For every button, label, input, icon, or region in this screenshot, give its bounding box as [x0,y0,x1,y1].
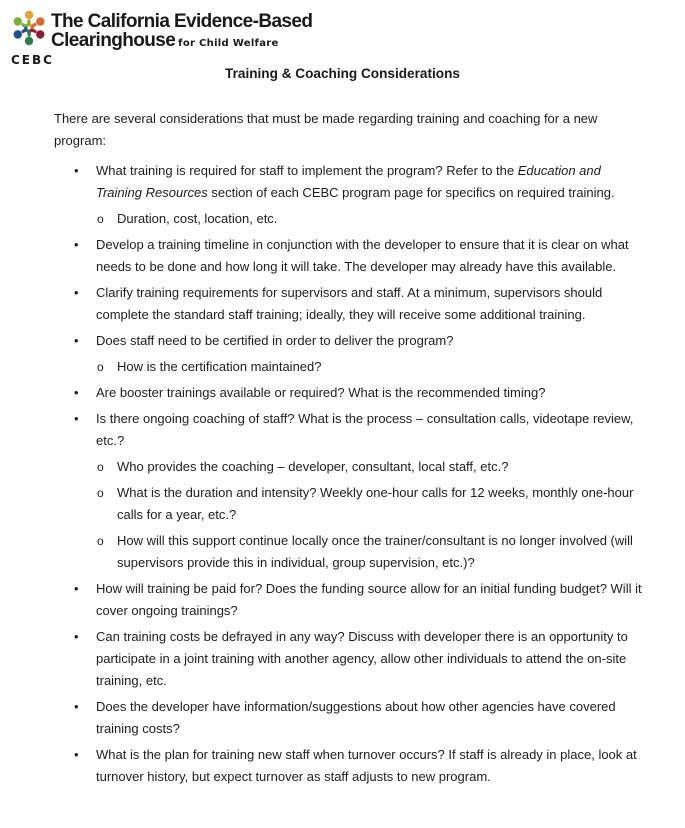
list-item [54,696,642,740]
org-name-line1: The California Evidence-Based [51,11,313,32]
sub-list-item-text: What is the duration and intensity? Weekly one-hour calls for 12 weeks, monthly one-hour calls for a year, etc.? [117,485,634,522]
list-item-text: Does staff need to be certified in order to deliver the program? [96,333,454,348]
list-item [54,282,642,326]
org-name-clearinghouse: Clearinghouse [51,30,176,51]
header [8,8,313,67]
list-item-text: Is there ongoing coaching of staff? What is the process – consultation calls, videotape review, etc.? [96,411,634,448]
bullet-icon: • [74,581,79,596]
logo-figure-head [25,11,33,19]
org-name-line2 [51,30,279,52]
list-item [54,578,642,622]
list-item [54,234,642,278]
sub-list-item [96,530,642,574]
sub-bullet-icon: o [97,534,104,548]
list-item [54,626,642,692]
sub-list-item-text: How is the certification maintained? [117,359,322,374]
bullet-icon: • [74,629,79,644]
sub-list-item-text: How will this support continue locally once the trainer/consultant is no longer involved (will supervisors provide this in individual, group supervision, etc.)? [117,533,633,570]
considerations-list [54,160,642,788]
intro-paragraph: There are several considerations that must be made regarding training and coaching for a new program: [54,111,598,148]
bullet-icon: • [74,285,79,300]
bullet-icon: • [74,163,79,178]
sub-list [96,356,642,378]
list-item-text: Can training costs be defrayed in any way? Discuss with developer there is an opportunity to participate in a joint training with another agency, allow other individuals to attend the on-site training, etc. [96,629,628,688]
sub-list-item [96,208,642,230]
bullet-icon: • [74,747,79,762]
sub-list-item [96,482,642,526]
cebc-logo-icon [8,8,50,48]
list-item [54,160,642,230]
list-item-text: What is the plan for training new staff when turnover occurs? If staff is already in place, look at turnover history, but expect turnover as staff adjusts to new program. [96,747,637,784]
sub-bullet-icon: o [97,212,104,226]
logo-figure-head [36,30,44,38]
bullet-icon: • [74,385,79,400]
list-item [54,330,642,378]
page-title: Training & Coaching Considerations [225,66,460,81]
sub-list-item-text: Duration, cost, location, etc. [117,211,278,226]
list-item-text: How will training be paid for? Does the funding source allow for an initial funding budget? Will it cover ongoing trainings? [96,581,642,618]
bullet-icon: • [74,699,79,714]
list-item [54,744,642,788]
sub-list-item [96,456,642,478]
logo-figure-arm [23,21,29,26]
italic-reference: Education and Training Resources [96,163,601,200]
org-name-subtitle: for Child Welfare [178,38,279,49]
list-item-text: Are booster trainings available or required? What is the recommended timing? [96,385,546,400]
bullet-icon: • [74,333,79,348]
list-item [54,408,642,574]
logo-abbreviation: CEBC [11,53,54,67]
document-body [54,108,642,792]
sub-list-item [96,356,642,378]
logo-figure-head [36,17,44,25]
sub-list-item-text: Who provides the coaching – developer, consultant, local staff, etc.? [117,459,509,474]
list-item-text: Clarify training requirements for supervisors and staff. At a minimum, supervisors should complete the standard staff training; ideally, they will receive some additional training. [96,285,603,322]
list-item [54,382,642,404]
sub-list [96,456,642,574]
sub-bullet-icon: o [97,360,104,374]
list-item-text: Does the developer have information/suggestions about how other agencies have covered training costs? [96,699,616,736]
logo-figure-head [25,37,33,45]
list-item-text: What training is required for staff to implement the program? Refer to the Education and Training Resources section of each CEBC program page for specifics on required training. [96,163,615,200]
logo-figure-head [14,17,22,25]
sub-list [96,208,642,230]
bullet-icon: • [74,237,79,252]
list-item-text: Develop a training timeline in conjunction with the developer to ensure that it is clear on what needs to be done and how long it will take. The developer may already have this available. [96,237,629,274]
sub-bullet-icon: o [97,460,104,474]
sub-bullet-icon: o [97,486,104,500]
bullet-icon: • [74,411,79,426]
logo-figure-head [14,30,22,38]
